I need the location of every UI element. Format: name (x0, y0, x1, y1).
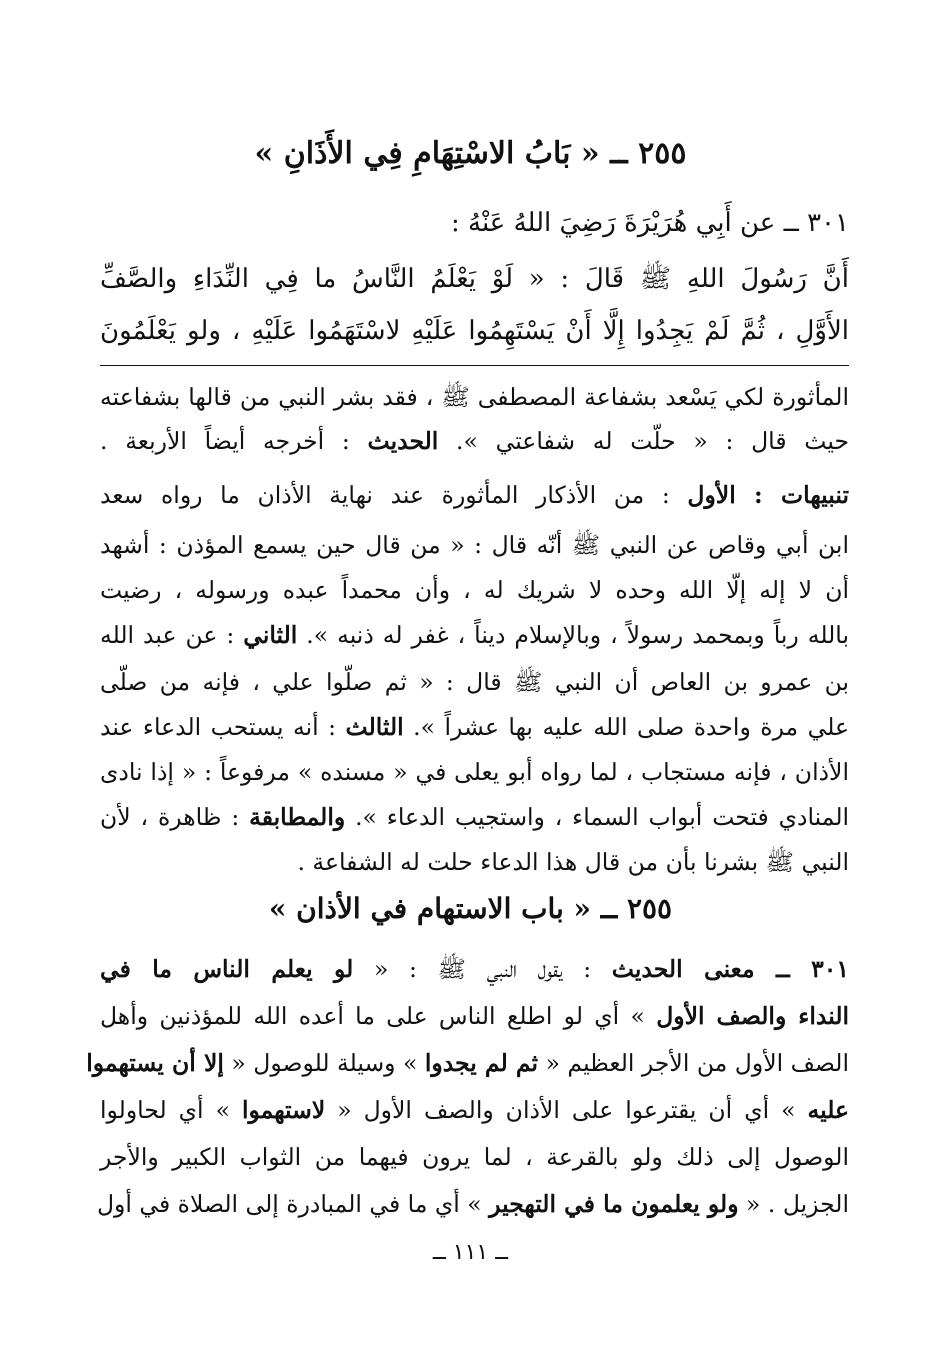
page-number: ــ ١١١ ــ (432, 1240, 509, 1265)
footnote-divider (100, 365, 849, 366)
commentary-line: المأثورة لكي يَسْعد بشفاعة المصطفى ﷺ ، فقد بشر النبي من قالها بشفاعته (100, 383, 849, 411)
meaning-line: الوصول إلى ذلك ولو بالقرعة ، لما يرون فيهما من الثواب الكبير والأجر (100, 1143, 849, 1171)
hadith-line: ٣٠١ ــ عن أَبِي هُرَيْرَةَ رَضِيَ اللهُ عَنْهُ : (450, 208, 849, 238)
hadith-line: أَنَّ رَسُولَ اللهِ ﷺ قَالَ : « لَوْ يَعْلَمُ النَّاسُ ما فِي النِّدَاءِ والصَّفِّ (100, 264, 849, 294)
meaning-line: ٣٠١ ــ معنى الحديث : يقول النبي ﷺ : « لو يعلم الناس ما في (100, 955, 849, 983)
commentary-line: ابن أبي وقاص عن النبي ﷺ أنّه قال : « من قال حين يسمع المؤذن : أشهد (100, 531, 849, 559)
commentary-line: تنبيهات : الأول : من الأذكار المأثورة عند نهاية الأذان ما رواه سعد (100, 481, 849, 509)
meaning-line: عليه » أي أن يقترعوا على الأذان والصف الأول « لاستهموا » أي لحاولوا (100, 1096, 849, 1124)
commentary-line: بن عمرو بن العاص أن النبي ﷺ قال : « ثم صلّوا علي ، فإنه من صلّى (100, 668, 849, 696)
meaning-line: الجزيل . « ولو يعلمون ما في التهجير » أي ما في المبادرة إلى الصلاة في أول (96, 1190, 849, 1218)
section-heading: ٢٥٥ ــ « باب الاستهام في الأذان » (268, 892, 673, 925)
commentary-line: النبي ﷺ بشرنا بأن من قال هذا الدعاء حلت له الشفاعة . (297, 848, 849, 876)
commentary-line: بالله رباً وبمحمد رسولاً ، وبالإسلام ديناً ، غفر له ذنبه ». الثاني : عن عبد الله (100, 621, 849, 649)
commentary-line: علي مرة واحدة صلى الله عليه بها عشراً ». الثالث : أنه يستحب الدعاء عند (100, 713, 849, 741)
commentary-line: حيث قال : « حلّت له شفاعتي ». الحديث : أخرجه أيضاً الأربعة . (100, 427, 849, 455)
hadith-line: الأَوَّلِ ، ثُمَّ لَمْ يَجِدُوا إِلَّا أَنْ يَسْتَهِمُوا عَلَيْهِ لاسْتَهَمُوا عَلَيْهِ ، ولو يَعْلَمُونَ (100, 316, 849, 346)
commentary-line: أن لا إله إلّا الله وحده لا شريك له ، وأن محمداً عبده ورسوله ، رضيت (100, 576, 849, 604)
meaning-line: الصف الأول من الأجر العظيم « ثم لم يجدوا » وسيلة للوصول « إلا أن يستهموا (86, 1049, 849, 1077)
meaning-line: النداء والصف الأول » أي لو اطلع الناس على ما أعده الله للمؤذنين وأهل (100, 1002, 850, 1030)
commentary-line: الأذان ، فإنه مستجاب ، لما رواه أبو يعلى في « مسنده » مرفوعاً : « إذا نادى (100, 758, 849, 786)
commentary-line: المنادي فتحت أبواب السماء ، واستجيب الدعاء ». والمطابقة : ظاهرة ، لأن (100, 803, 850, 831)
chapter-heading: ٢٥٥ ــ « بَابُ الاسْتِهَامِ فِي الأَذَانِ » (254, 136, 687, 171)
